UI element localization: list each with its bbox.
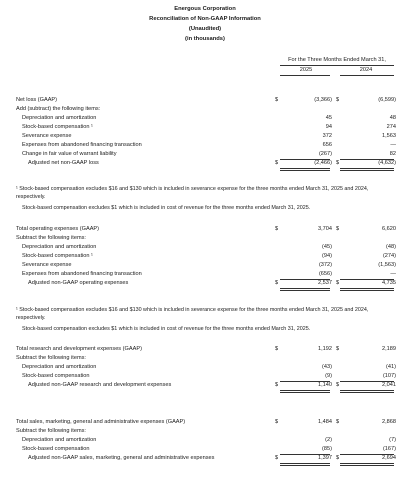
value-2025: 1,484 — [318, 419, 332, 425]
value-2025: (85) — [322, 446, 332, 452]
value-2024: (6,599) — [378, 97, 396, 103]
value-2024: (274) — [382, 253, 396, 259]
table-row — [0, 106, 410, 114]
row-label: Total sales, marketing, general and administrative expenses (GAAP) — [16, 419, 186, 425]
currency-sign: $ — [275, 382, 279, 388]
table-row — [0, 115, 410, 123]
table-row — [0, 97, 410, 105]
table-row — [0, 419, 410, 427]
row-label: Subtract the following items: — [16, 428, 86, 434]
row-label: Stock-based compensation — [22, 446, 90, 452]
currency-sign: $ — [336, 280, 340, 286]
value-2024: 6,620 — [382, 226, 396, 232]
currency-sign: $ — [336, 226, 340, 232]
value-2024: 82 — [389, 151, 396, 157]
value-2025: 2,537 — [318, 280, 332, 286]
value-2025: (9) — [325, 373, 332, 379]
table-row — [0, 124, 410, 132]
year-2024-header: 2024 — [359, 67, 373, 73]
value-2024: 48 — [389, 115, 396, 121]
value-2025: 1,397 — [318, 455, 332, 461]
table-row — [0, 382, 410, 390]
table-row — [0, 455, 410, 463]
table-row — [0, 235, 410, 243]
total-double-rule — [280, 465, 330, 466]
value-2024: (167) — [382, 446, 396, 452]
value-2024: (4,632) — [378, 160, 396, 166]
table-row — [0, 373, 410, 381]
table-row — [0, 253, 410, 261]
row-label: Depreciation and amortization — [22, 364, 97, 370]
period-header: For the Three Months Ended March 31, — [288, 57, 386, 63]
value-2024: 2,041 — [382, 382, 396, 388]
value-2024: 4,735 — [382, 280, 396, 286]
table-row — [0, 160, 410, 168]
total-double-rule — [280, 170, 330, 171]
value-2024: (1,563) — [378, 262, 396, 268]
row-label: Depreciation and amortization — [22, 244, 97, 250]
table-row — [0, 428, 410, 436]
value-2025: (656) — [318, 271, 332, 277]
row-label: Severance expense — [22, 133, 72, 139]
table-row — [0, 355, 410, 363]
value-2024: (7) — [389, 437, 396, 443]
row-label: Stock-based compensation ¹ — [22, 124, 93, 130]
value-2024: — — [390, 142, 396, 148]
row-label: Subtract the following items: — [16, 355, 86, 361]
row-label: Expenses from abandoned financing transaction — [22, 142, 142, 148]
total-double-rule — [340, 465, 394, 466]
currency-sign: $ — [336, 97, 340, 103]
value-2025: (2) — [325, 437, 332, 443]
table-row — [0, 364, 410, 372]
year2-rule — [340, 75, 394, 76]
value-2025: 372 — [322, 133, 332, 139]
table-row — [0, 244, 410, 252]
currency-sign: $ — [275, 226, 279, 232]
currency-sign: $ — [336, 382, 340, 388]
currency-sign: $ — [275, 455, 279, 461]
row-label: Depreciation and amortization — [22, 115, 97, 121]
table-row — [0, 446, 410, 454]
total-double-rule — [340, 392, 394, 393]
company-name: Energous Corporation — [174, 6, 236, 12]
total-double-rule — [340, 170, 394, 171]
value-2024: 2,868 — [382, 419, 396, 425]
unaudited-label: (Unaudited) — [188, 26, 222, 32]
value-2024: 2,694 — [382, 455, 396, 461]
currency-sign: $ — [336, 160, 340, 166]
total-double-rule — [280, 392, 330, 393]
currency-sign: $ — [275, 280, 279, 286]
value-2025: 656 — [322, 142, 332, 148]
table-row — [0, 437, 410, 445]
total-double-rule — [280, 290, 330, 291]
currency-sign: $ — [275, 419, 279, 425]
currency-sign: $ — [336, 455, 340, 461]
year1-rule — [280, 75, 330, 76]
row-label: Total operating expenses (GAAP) — [16, 226, 100, 232]
value-2025: 1,192 — [318, 346, 332, 352]
table-row — [0, 346, 410, 354]
value-2024: 2,189 — [382, 346, 396, 352]
value-2025: 45 — [325, 115, 332, 121]
value-2024: 274 — [386, 124, 396, 130]
currency-sign: $ — [336, 346, 340, 352]
row-label: Net loss (GAAP) — [16, 97, 58, 103]
footnote: Stock-based compensation excludes $1 which is included in cost of revenue for the three months ended March 31, 2025. — [22, 205, 311, 211]
units-label: (in thousands) — [185, 36, 225, 42]
footnote: ¹ Stock-based compensation excludes $16 and $130 which is included in severance expense for the three months ended March 31, 2025 and 2024, respectively. — [16, 186, 369, 201]
currency-sign: $ — [336, 419, 340, 425]
table-row — [0, 271, 410, 279]
value-2025: (372) — [318, 262, 332, 268]
value-2025: (43) — [322, 364, 332, 370]
value-2024: — — [390, 271, 396, 277]
row-label: Add (subtract) the following items: — [16, 106, 101, 112]
row-label: Stock-based compensation ¹ — [22, 253, 93, 259]
value-2025: (94) — [322, 253, 332, 259]
table-row — [0, 262, 410, 270]
table-row — [0, 142, 410, 150]
value-2024: (48) — [386, 244, 396, 250]
value-2025: (2,466) — [314, 160, 332, 166]
value-2024: (107) — [382, 373, 396, 379]
row-label: Depreciation and amortization — [22, 437, 97, 443]
row-label: Stock-based compensation — [22, 373, 90, 379]
row-label: Total research and development expenses (GAAP) — [16, 346, 142, 352]
currency-sign: $ — [275, 160, 279, 166]
table-row — [0, 226, 410, 234]
footnote: Stock-based compensation excludes $1 which is included in cost of revenue for the three months ended March 31, 2025. — [22, 326, 311, 332]
currency-sign: $ — [275, 346, 279, 352]
row-label: Adjusted non-GAAP operating expenses — [28, 280, 129, 286]
period-rule — [280, 65, 394, 66]
year-2025-header: 2025 — [299, 67, 313, 73]
value-2024: 1,563 — [382, 133, 396, 139]
footnote: ¹ Stock-based compensation excludes $16 and $130 which is included in severance expense for the three months ended March 31, 2025 and 2024, respectively. — [16, 307, 369, 322]
row-label: Severance expense — [22, 262, 72, 268]
value-2024: (41) — [386, 364, 396, 370]
row-label: Adjusted non-GAAP sales, marketing, general and administrative expenses — [28, 455, 215, 461]
currency-sign: $ — [275, 97, 279, 103]
table-row — [0, 151, 410, 159]
value-2025: (3,366) — [314, 97, 332, 103]
value-2025: (267) — [318, 151, 332, 157]
value-2025: (45) — [322, 244, 332, 250]
row-label: Expenses from abandoned financing transaction — [22, 271, 142, 277]
row-label: Adjusted non-GAAP research and development expenses — [28, 382, 172, 388]
table-row — [0, 133, 410, 141]
total-double-rule — [340, 290, 394, 291]
row-label: Change in fair value of warrant liability — [22, 151, 117, 157]
value-2025: 3,704 — [318, 226, 332, 232]
report-title: Reconciliation of Non-GAAP Information — [149, 16, 261, 22]
value-2025: 1,140 — [318, 382, 332, 388]
row-label: Adjusted net non-GAAP loss — [28, 160, 99, 166]
value-2025: 94 — [325, 124, 332, 130]
table-row — [0, 280, 410, 288]
row-label: Subtract the following items: — [16, 235, 86, 241]
